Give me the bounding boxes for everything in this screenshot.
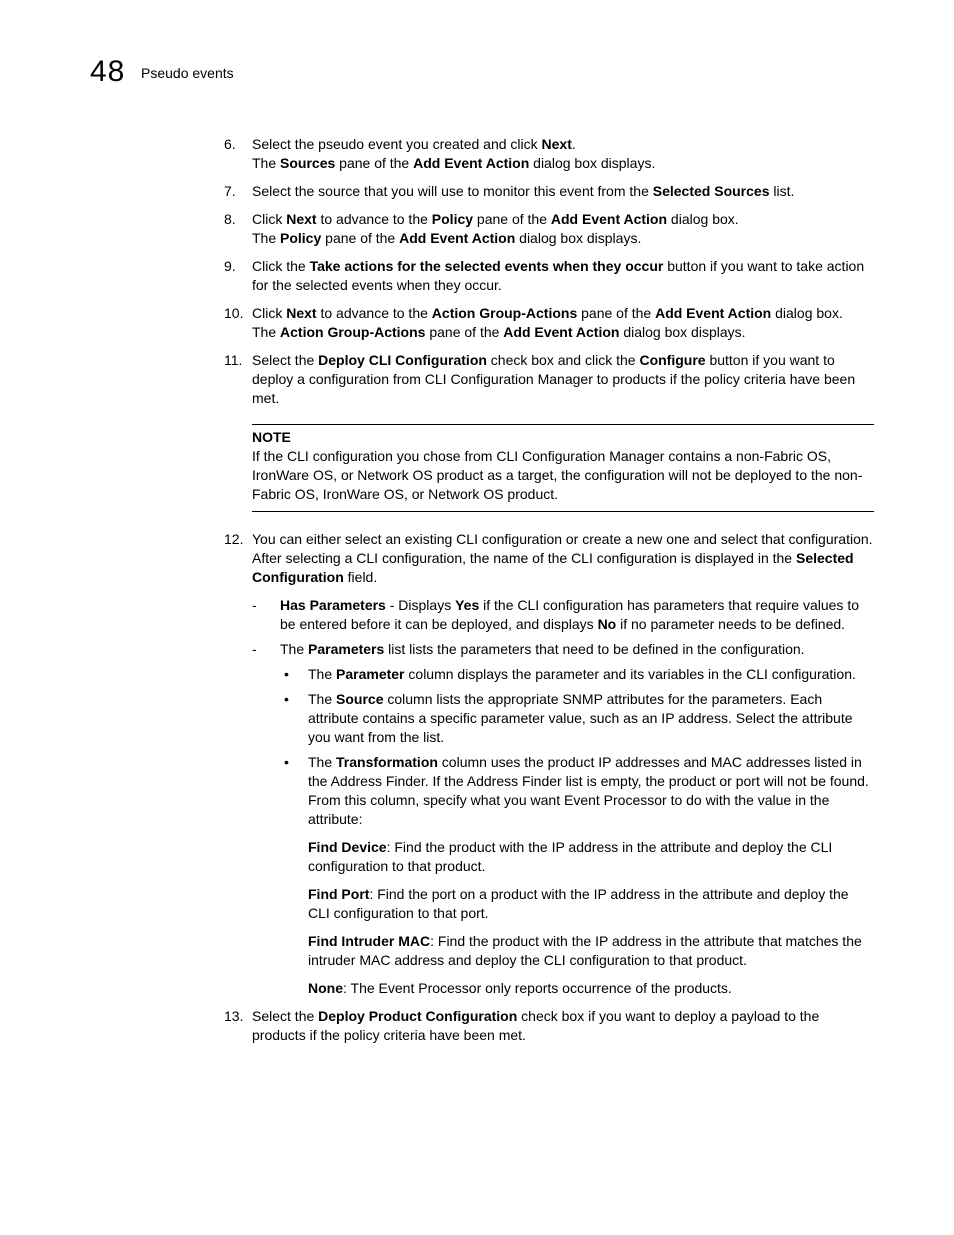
ui-term: Parameters <box>308 641 385 657</box>
list-item: - The Parameters list lists the parameters that need to be defined in the configuration. • The Parameter column displays the parameter and its variables in the CLI configuration. • The Source column lists the appropriate SNMP attributes for the parameters. Each attribute contains a specific parameter value, such as an IP address. Select the attribute you want from the list. • The Transformation column uses the product IP addresses and MAC addresses listed in the Address Finder. If the Address Finder list is empty, the product or port will not be found. From this column, specify what you want Event Processor to do with the value in the attribute: Find Device: Find the product with the IP address in the attribute and deploy the CLI configuration to that product. Find Port: Find the port on a product with the IP address in the attribute and deploy the CLI configuration to that port. Find Intruder MAC: Find the product with the IP address in the attribute that matches the intruder MAC address and deploy the CLI configuration to that product. None: The Event Processor only reports occurrence of the products. <box>252 640 874 998</box>
ui-term: Transformation <box>336 754 438 770</box>
ui-term: Policy <box>280 230 322 246</box>
ui-term: Action Group-Actions <box>431 305 578 321</box>
ui-term: Add Event Action <box>413 155 530 171</box>
ui-term: Sources <box>280 155 336 171</box>
ui-term: Take actions for the selected events when they occur <box>309 258 664 274</box>
ui-term: Deploy Product Configuration <box>318 1008 518 1024</box>
step-8: 8. Click Next to advance to the Policy pane of the Add Event Action dialog box. The Policy pane of the Add Event Action dialog box displays. <box>224 211 739 246</box>
step-9: 9. Click the Take actions for the selected events when they occur button if you want to take action for the selected events when they occur. <box>224 258 865 293</box>
ui-term: Add Event Action <box>655 305 772 321</box>
dash-marker: - <box>252 641 257 657</box>
dash-marker: - <box>252 597 257 613</box>
step-13: 13. Select the Deploy Product Configuration check box if you want to deploy a payload to the products if the policy criteria have been met. <box>224 1008 820 1043</box>
ui-term: Yes <box>455 597 480 613</box>
ui-term: Configure <box>639 352 706 368</box>
option-description: Find Port: Find the port on a product with the IP address in the attribute and deploy the CLI configuration to that port. <box>308 886 849 921</box>
option-description: Find Device: Find the product with the IP address in the attribute and deploy the CLI configuration to that product. <box>308 839 833 874</box>
note-box <box>252 424 874 512</box>
step-number: 13. <box>224 1008 244 1024</box>
procedure-steps <box>224 135 874 1054</box>
ui-term: No <box>597 616 617 632</box>
chapter-title: Pseudo events <box>141 65 234 81</box>
step-number: 8. <box>224 211 236 227</box>
ui-term: Find Intruder MAC <box>308 933 431 949</box>
step-10: 10. Click Next to advance to the Action Group-Actions pane of the Add Event Action dialog box. The Action Group-Actions pane of the Add Event Action dialog box displays. <box>224 305 843 340</box>
ui-term: Next <box>286 305 317 321</box>
ui-term: Next <box>541 136 572 152</box>
ui-term: Source <box>336 691 384 707</box>
step-6: 6. Select the pseudo event you created and click Next. The Sources pane of the Add Event Action dialog box displays. <box>224 136 656 171</box>
ui-term: Add Event Action <box>503 324 620 340</box>
list-item: • The Transformation column uses the product IP addresses and MAC addresses listed in the Address Finder. If the Address Finder list is empty, the product or port will not be found. From this column, specify what you want Event Processor to do with the value in the attribute: Find Device: Find the product with the IP address in the attribute and deploy the CLI configuration to that product. Find Port: Find the port on a product with the IP address in the attribute and deploy the CLI configuration to that port. Find Intruder MAC: Find the product with the IP address in the attribute that matches the intruder MAC address and deploy the CLI configuration to that product. None: The Event Processor only reports occurrence of the products. <box>280 753 874 998</box>
ui-term: Selected Configuration <box>252 550 854 585</box>
step-number: 9. <box>224 258 236 274</box>
chapter-number: 48 <box>90 55 126 88</box>
list-item: • The Source column lists the appropriate SNMP attributes for the parameters. Each attribute contains a specific parameter value, such as an IP address. Select the attribute you want from the list. <box>284 691 853 745</box>
note-label: NOTE <box>252 429 291 445</box>
step-number: 7. <box>224 183 236 199</box>
note-text: If the CLI configuration you chose from CLI Configuration Manager contains a non-Fabric OS, IronWare OS, or Network OS product as a target, the configuration will not be deployed to the non-Fabric OS, IronWare OS, or Network OS product. <box>252 448 863 502</box>
bullet-icon: • <box>284 754 289 770</box>
bullet-icon: • <box>284 691 289 707</box>
ui-term: Deploy CLI Configuration <box>318 352 487 368</box>
ui-term: Add Event Action <box>550 211 668 227</box>
step-7: 7. Select the source that you will use to monitor this event from the Selected Sources list. <box>224 183 795 199</box>
ui-term: Find Device <box>308 839 387 855</box>
step-12: 12. You can either select an existing CLI configuration or create a new one and select that configuration. After selecting a CLI configuration, the name of the CLI configuration is displayed in the Selected Configuration field. - Has Parameters - Displays Yes if the CLI configuration has parameters that require values to be entered before it can be deployed, and displays No if no parameter needs to be defined. - The Parameters list lists the parameters that need to be defined in the configuration. • The Parameter column displays the parameter and its variables in the CLI configuration. • The Source column lists the appropriate SNMP attributes for the parameters. Each attribute contains a specific parameter value, such as an IP address. Select the attribute you want from the list. • The Transformation column uses the product IP addresses and MAC addresses listed in the Address Finder. If the Address Finder list is empty, the product or port will not be found. From this column, specify what you want Event Processor to do with the value in the attribute: Find Device: Find the product with the IP address in the attribute and deploy the CLI configuration to that product. Find Port: Find the port on a product with the IP address in the attribute and deploy the CLI configuration to that port. Find Intruder MAC: Find the product with the IP address in the attribute that matches the intruder MAC address and deploy the CLI configuration to that product. None: The Event Processor only reports occurrence of the products. <box>224 531 873 996</box>
list-item: • The Parameter column displays the parameter and its variables in the CLI configuration. <box>284 666 856 682</box>
ui-term: Find Port <box>308 886 370 902</box>
ui-term: Selected Sources <box>652 183 770 199</box>
ui-term: Has Parameters <box>280 597 386 613</box>
step-number: 6. <box>224 136 236 152</box>
ui-term: Policy <box>431 211 474 227</box>
ui-term: None <box>308 980 343 996</box>
bullet-icon: • <box>284 666 289 682</box>
step-number: 10. <box>224 305 244 321</box>
option-description: None: The Event Processor only reports occurrence of the products. <box>308 980 732 996</box>
list-item: - Has Parameters - Displays Yes if the CLI configuration has parameters that require values to be entered before it can be deployed, and displays No if no parameter needs to be defined. <box>252 597 859 632</box>
ui-term: Next <box>286 211 317 227</box>
step-11: 11. Select the Deploy CLI Configuration check box and click the Configure button if you want to deploy a configuration from CLI Configuration Manager to products if the policy criteria have been met. NOTE If the CLI configuration you chose from CLI Configuration Manager contains a non-Fabric OS, IronWare OS, or Network OS product as a target, the configuration will not be deployed to the non-Fabric OS, IronWare OS, or Network OS product. <box>224 351 874 512</box>
ui-term: Action Group-Actions <box>280 324 426 340</box>
ui-term: Parameter <box>336 666 405 682</box>
step-number: 11. <box>224 352 243 368</box>
step-number: 12. <box>224 531 244 547</box>
option-description: Find Intruder MAC: Find the product with the IP address in the attribute that matches the intruder MAC address and deploy the CLI configuration to that product. <box>308 933 862 968</box>
ui-term: Add Event Action <box>399 230 516 246</box>
